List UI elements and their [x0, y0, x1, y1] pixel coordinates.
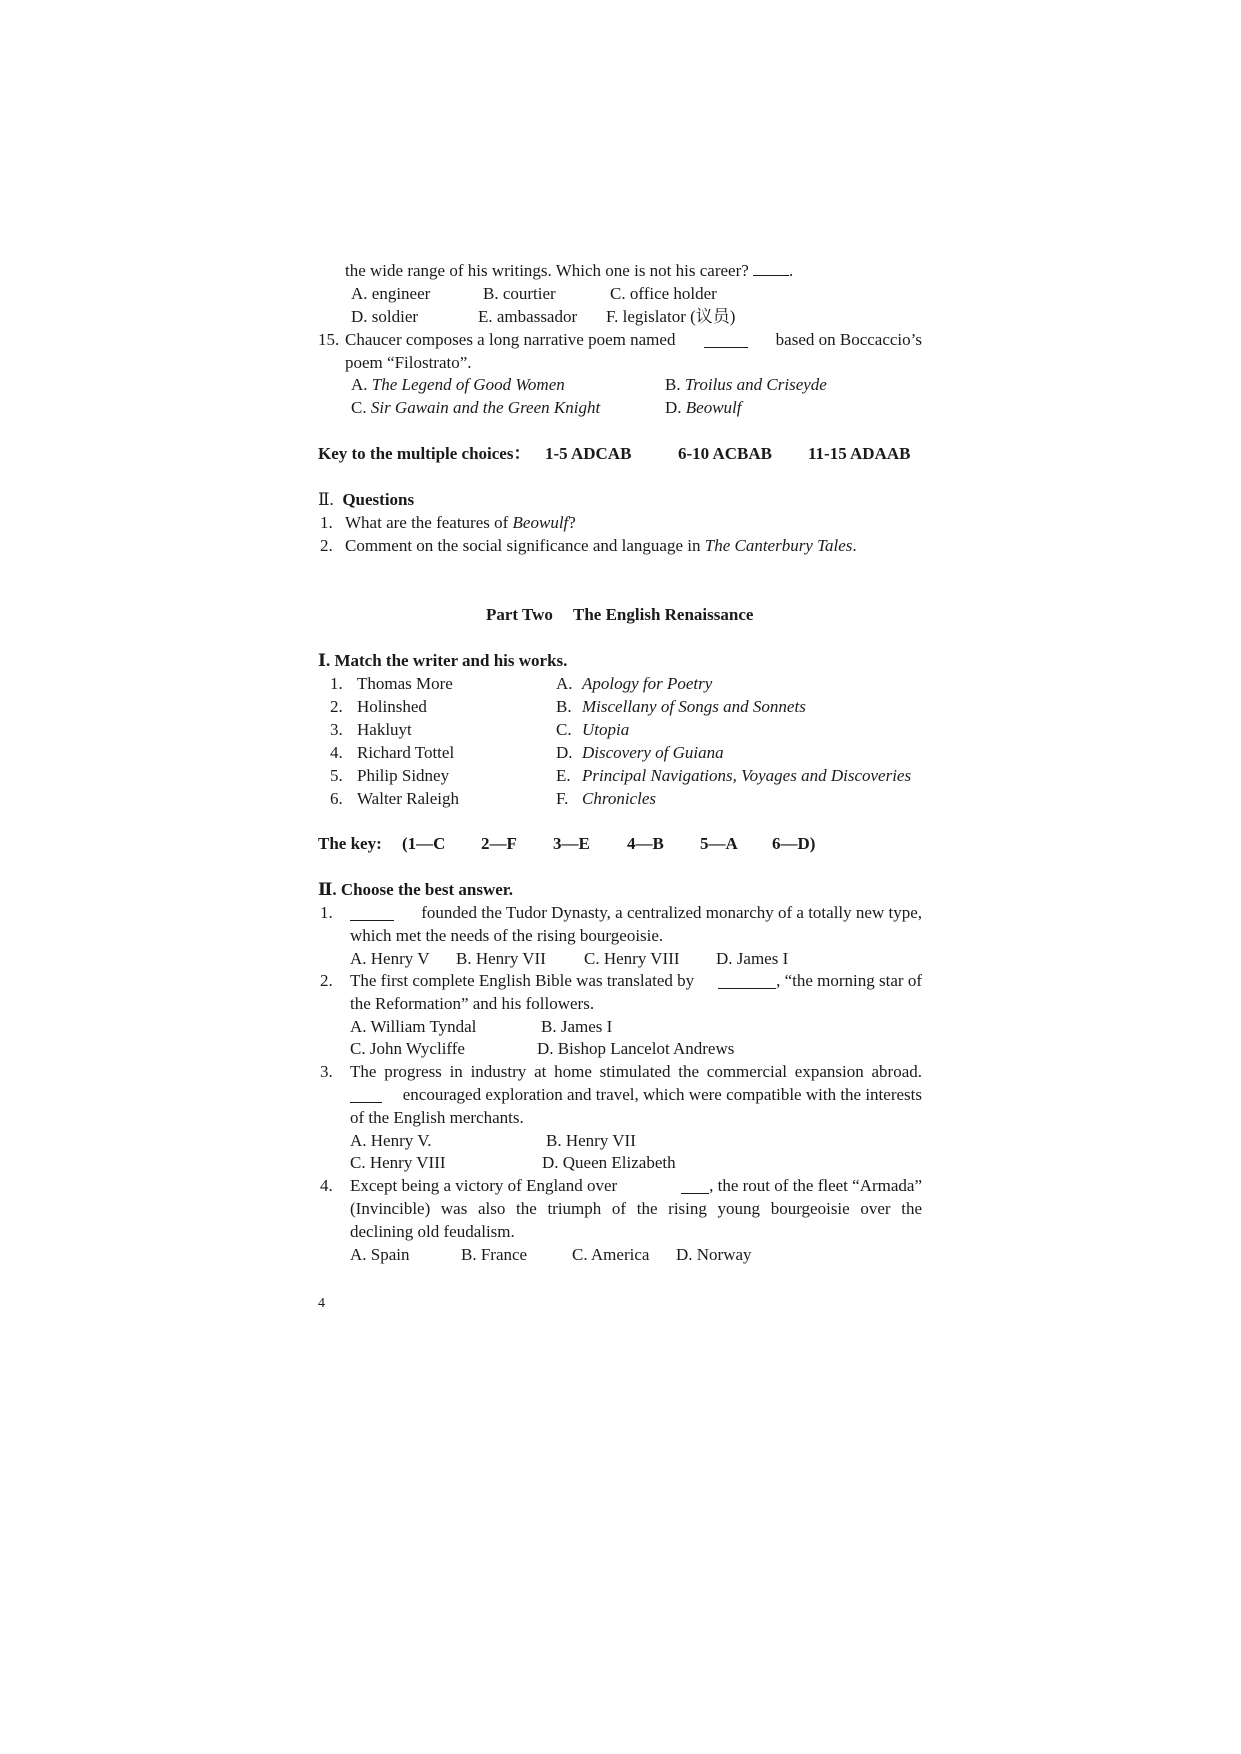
q14-option-a: A. engineer: [351, 284, 431, 303]
match-key-item: 4—B: [627, 834, 664, 853]
key-multiple-label: Key to the multiple choices：: [318, 444, 531, 463]
q15-option-a: A. The Legend of Good Women: [351, 375, 565, 394]
question-1-number: 1.: [320, 513, 333, 532]
questions-heading: Ⅱ. Questions: [318, 490, 415, 509]
work-title: Utopia: [582, 720, 630, 739]
q14-option-d: D. soldier: [351, 307, 419, 326]
answer-blank: [681, 1179, 709, 1194]
question-2-text: Comment on the social significance and language in The Canterbury Tales.: [345, 536, 857, 555]
writer-name: Richard Tottel: [357, 743, 455, 762]
choose-q3-number: 3.: [320, 1062, 333, 1081]
choose-q4-option-d: D. Norway: [676, 1245, 752, 1264]
work-letter: C.: [556, 720, 572, 739]
match-key-item: 3—E: [553, 834, 590, 853]
work-letter: E.: [556, 766, 571, 785]
page-number: 4: [318, 1296, 325, 1311]
work-title: Miscellany of Songs and Sonnets: [582, 697, 806, 716]
answer-blank: [718, 974, 776, 989]
choose-q1-number: 1.: [320, 903, 333, 922]
choose-q2-option-d: D. Bishop Lancelot Andrews: [537, 1039, 735, 1058]
q15-number: 15.: [318, 330, 340, 349]
answer-blank: [350, 906, 394, 921]
writer-number: 2.: [330, 697, 343, 716]
choose-q3-option-c: C. Henry VIII: [350, 1153, 446, 1172]
key-multiple-11-15: 11-15 ADAAB: [808, 444, 911, 463]
writer-number: 5.: [330, 766, 343, 785]
part-two-label: Part Two: [486, 605, 553, 624]
match-key-label: The key:: [318, 834, 382, 853]
match-key-item: (1—C: [402, 834, 446, 853]
choose-q2-number: 2.: [320, 971, 333, 990]
work-letter: D.: [556, 743, 573, 762]
writer-name: Walter Raleigh: [357, 789, 460, 808]
choose-q2-line2: the Reformation” and his followers.: [350, 994, 595, 1013]
work-title: Principal Navigations, Voyages and Discoveries: [582, 766, 912, 785]
part-two-title: The English Renaissance: [573, 605, 754, 624]
match-key-item: 6—D): [772, 834, 816, 853]
choose-q1-option-a: A. Henry V: [350, 949, 430, 968]
writer-name: Philip Sidney: [357, 766, 450, 785]
answer-blank: [753, 261, 789, 276]
choose-q3-line3: of the English merchants.: [350, 1108, 524, 1127]
q14-option-b: B. courtier: [483, 284, 556, 303]
q15-option-b: B. Troilus and Criseyde: [665, 375, 827, 394]
q14-option-e: E. ambassador: [478, 307, 578, 326]
choose-q4-option-b: B. France: [461, 1245, 528, 1264]
work-letter: B.: [556, 697, 572, 716]
choose-q1-option-c: C. Henry VIII: [584, 949, 680, 968]
q15-option-d: D. Beowulf: [665, 398, 742, 417]
writer-name: Holinshed: [357, 697, 427, 716]
q14-option-f: F. legislator (议员): [606, 307, 736, 326]
writer-number: 6.: [330, 789, 343, 808]
q15-option-c: C. Sir Gawain and the Green Knight: [351, 398, 601, 417]
choose-q4-line3: declining old feudalism.: [350, 1222, 515, 1241]
q14-text: the wide range of his writings. Which one is not his career? .: [345, 261, 794, 280]
choose-q3-option-a: A. Henry V.: [350, 1131, 432, 1150]
writer-number: 3.: [330, 720, 343, 739]
key-multiple-1-5: 1-5 ADCAB: [545, 444, 632, 463]
choose-q4-line2: (Invincible) was also the triumph of the rising young bourgeoisie over the: [350, 1199, 922, 1218]
q15-line2: poem “Filostrato”.: [345, 353, 472, 372]
question-1-text: What are the features of Beowulf?: [345, 513, 576, 532]
work-letter: F.: [556, 789, 569, 808]
match-key-item: 5—A: [700, 834, 738, 853]
match-heading: Ⅰ. Match the writer and his works.: [318, 651, 568, 670]
choose-q3-option-b: B. Henry VII: [546, 1131, 636, 1150]
choose-q1-option-b: B. Henry VII: [456, 949, 546, 968]
answer-blank: [704, 333, 748, 348]
choose-q1-line2: which met the needs of the rising bourgeoisie.: [350, 926, 664, 945]
match-key-item: 2—F: [481, 834, 517, 853]
question-2-number: 2.: [320, 536, 333, 555]
writer-number: 4.: [330, 743, 343, 762]
choose-q1-option-d: D. James I: [716, 949, 789, 968]
writer-name: Hakluyt: [357, 720, 412, 739]
q14-option-c: C. office holder: [610, 284, 717, 303]
choose-q3-option-d: D. Queen Elizabeth: [542, 1153, 676, 1172]
writer-name: Thomas More: [357, 674, 453, 693]
work-letter: A.: [556, 674, 573, 693]
work-title: Chronicles: [582, 789, 656, 808]
work-title: Apology for Poetry: [582, 674, 713, 693]
choose-q2-option-b: B. James I: [541, 1017, 613, 1036]
choose-q4-option-a: A. Spain: [350, 1245, 410, 1264]
choose-q1-line1: founded the Tudor Dynasty, a centralized monarchy of a totally new type,: [350, 902, 922, 924]
work-title: Discovery of Guiana: [582, 743, 724, 762]
answer-blank: [350, 1088, 382, 1103]
choose-q4-line1: Except being a victory of England over , the rout of the fleet “Armada”: [350, 1176, 922, 1195]
choose-q3-line1: The progress in industry at home stimulated the commercial expansion abroad.: [350, 1062, 922, 1081]
q15-line1: Chaucer composes a long narrative poem named based on Boccaccio’s: [345, 330, 922, 349]
choose-q3-line2: encouraged exploration and travel, which were compatible with the interests: [350, 1084, 922, 1106]
choose-q2-option-c: C. John Wycliffe: [350, 1039, 465, 1058]
writer-number: 1.: [330, 674, 343, 693]
choose-q2-option-a: A. William Tyndal: [350, 1017, 477, 1036]
key-multiple-6-10: 6-10 ACBAB: [678, 444, 772, 463]
choose-q4-number: 4.: [320, 1176, 333, 1195]
choose-q4-option-c: C. America: [572, 1245, 650, 1264]
choose-heading: Ⅱ. Choose the best answer.: [318, 880, 514, 899]
choose-q2-line1: The first complete English Bible was translated by , “the morning star of: [350, 971, 922, 990]
